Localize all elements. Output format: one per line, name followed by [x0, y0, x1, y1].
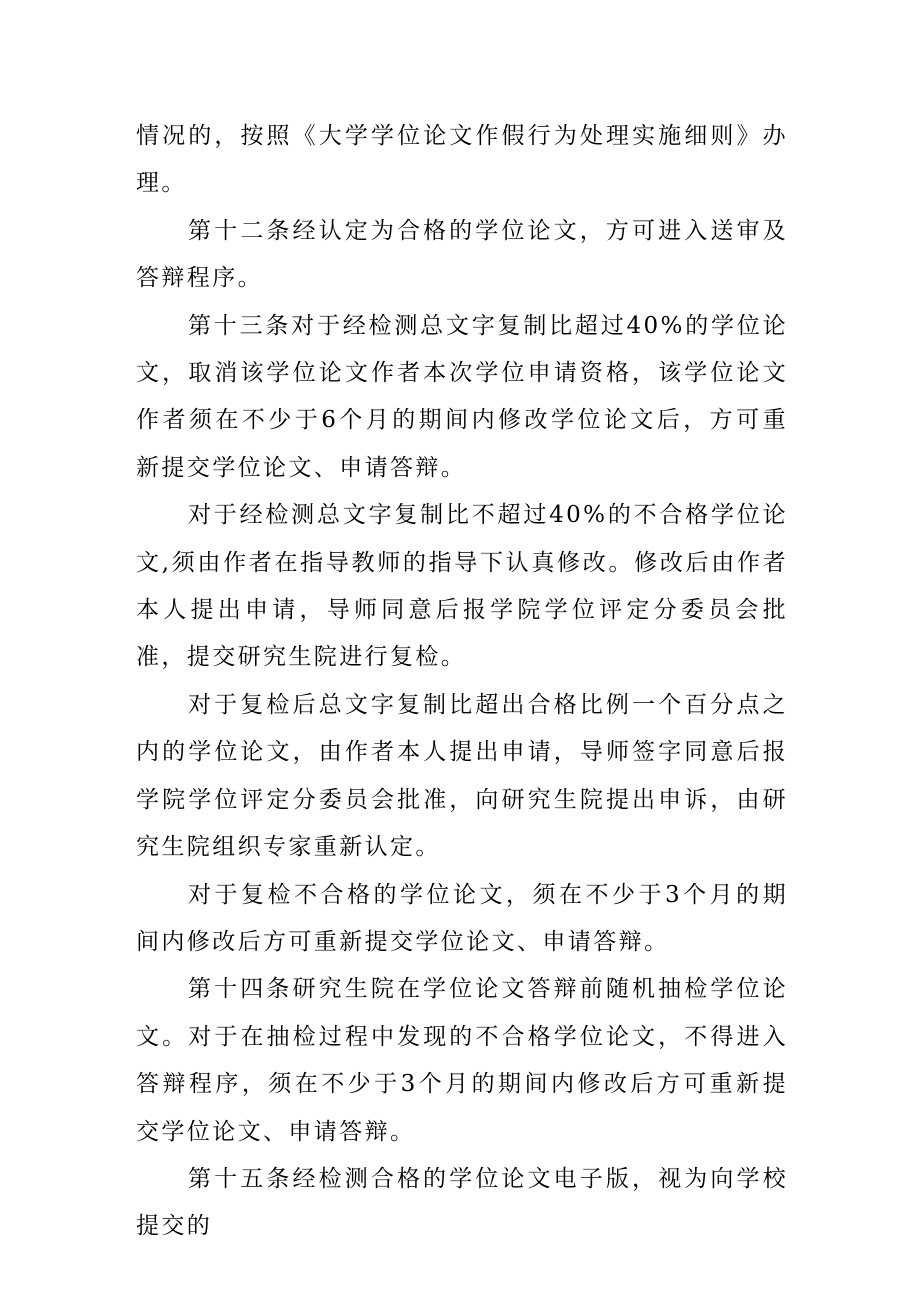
paragraph-continuation: 情况的，按照《大学学位论文作假行为处理实施细则》办理。 [136, 123, 788, 197]
paragraph-article-15: 第十五条经检测合格的学位论文电子版，视为向学校提交的 [136, 1165, 788, 1240]
paragraph-article-13: 第十三条对于经检测总文字复制比超过40%的学位论文，取消该学位论文作者本次学位申请资格，该学位论文作者须在不少于6个月的期间内修改学位论文后，方可重新提交学位论文、申请答辩。 [136, 312, 788, 481]
paragraph-appeal: 对于复检后总文字复制比超出合格比例一个百分点之内的学位论文，由作者本人提出申请，导师签字同意后报学院学位评定分委员会批准，向研究生院提出申诉，由研究生院组织专家重新认定。 [136, 691, 788, 861]
paragraph-article-14: 第十四条研究生院在学位论文答辩前随机抽检学位论文。对于在抽检过程中发现的不合格学位论文，不得进入答辩程序，须在不少于3个月的期间内修改后方可重新提交学位论文、申请答辩。 [136, 976, 788, 1145]
document-page [136, 113, 788, 1251]
paragraph-article-12: 第十二条经认定为合格的学位论文，方可进入送审及答辩程序。 [136, 217, 788, 292]
paragraph-under-40-percent: 对于经检测总文字复制比不超过40%的不合格学位论文,须由作者在指导教师的指导下认真修改。修改后由作者本人提出申请，导师同意后报学院学位评定分委员会批准，提交研究生院进行复检。 [136, 502, 788, 671]
paragraph-recheck-fail: 对于复检不合格的学位论文，须在不少于3个月的期间内修改后方可重新提交学位论文、申请答辩。 [136, 881, 788, 955]
